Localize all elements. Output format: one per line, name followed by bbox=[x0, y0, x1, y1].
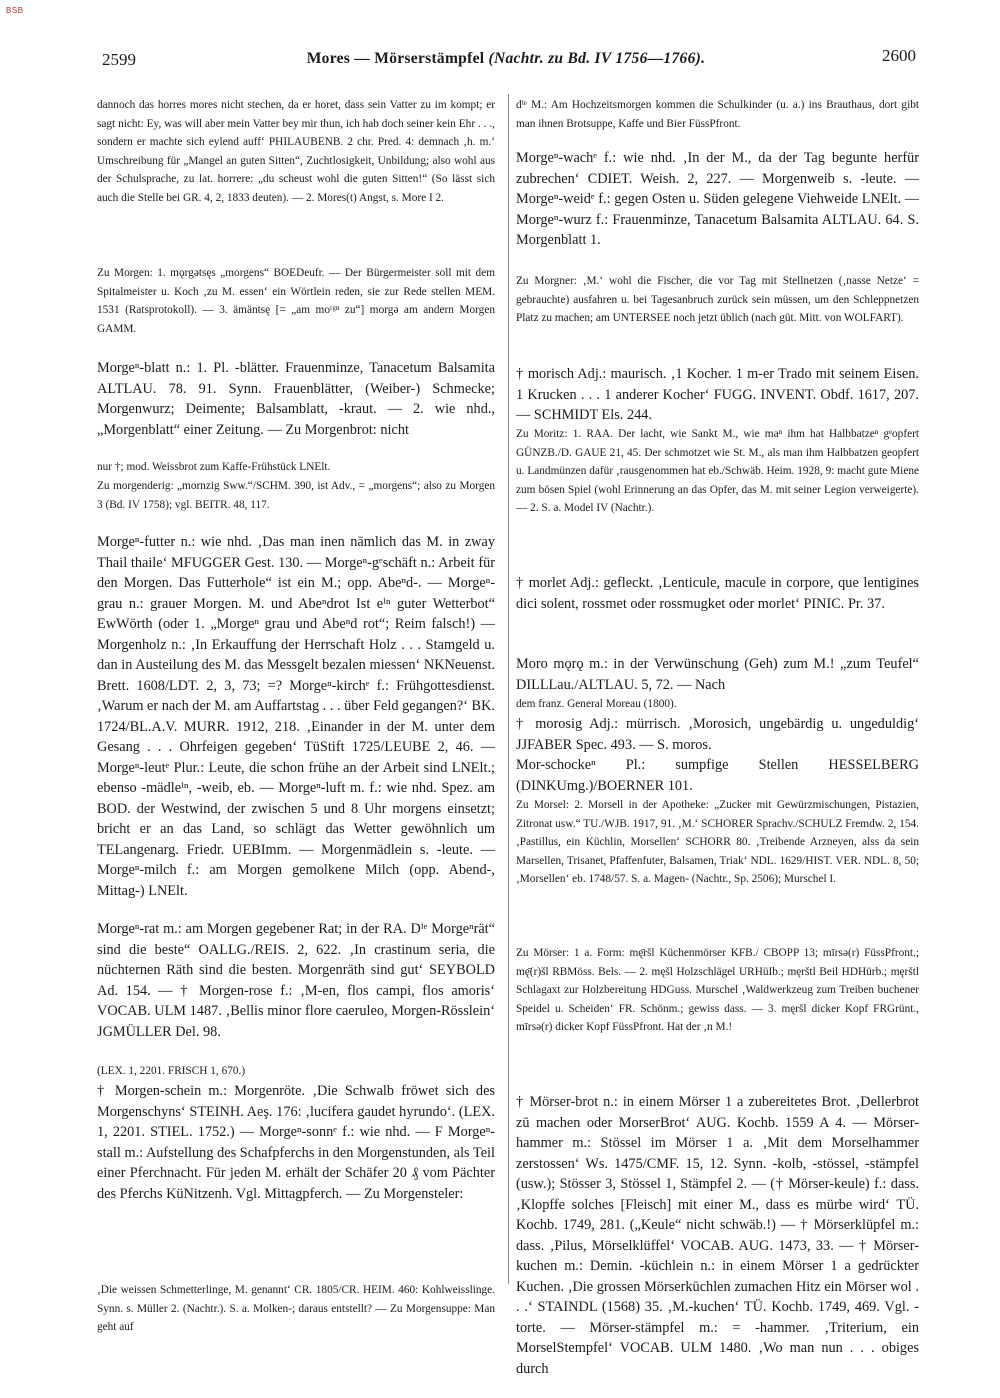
dictionary-paragraph: dem franz. General Moreau (1800). bbox=[516, 698, 677, 710]
dictionary-paragraph: Zu Morgen: 1. mǫrgətsęs „morgens“ BOEDeufr. — Der Bürgermeister soll mit dem Spitalmeister u. Koch ‚zu M. essen‘ ein Wörtlein reden, sie zur Rede stellen MEM. 1531 (Ratsprotokoll). — 3. ämäntsę [= „am moʳᵍⁿ zu“] morgə am andern Morgen GAMM. bbox=[97, 267, 495, 335]
dictionary-paragraph: † morosig Adj.: mürrisch. ‚Morosich, ungebärdig u. ungeduldig‘ JJFABER Spec. 493. — S. moros. bbox=[516, 716, 919, 753]
dictionary-paragraph: Morgeⁿ-futter n.: wie nhd. ‚Das man inen nāmlich das M. in zway Thail thaile‘ MFUGGER Gest. 130. — Morgeⁿ-gᵉschäft n.: Arbeit für den Morgen. Das Futterhole“ ist ein M.; opp. Abeⁿd-. — Morgeⁿ-grau n.: grauer Morgen. M. und Abeⁿdrot Ist eⁱⁿ guter Wetterbot“ EwWörth (oder 1. „Morgeⁿ grau und Abeⁿd rot“; Reim falsch!) — Morgenholz n.: ‚In Erkauffung der Herrschaft Holz . . . Stamgeld u. dan in Austeilung des M. das Messgelt bezalen miessen‘ NKNeuenst. Brett. 1608/LDT. 2, 3, 73; =? Morgeⁿ-kirchᵉ f.: Frühgottesdienst. ‚Warum er nach der M. am Auffartstag . . . über Feld gegangen?‘ BK. 1724/BL.A.V. MURR. 1912, 218. ‚Einander in der M. unter dem Gesang . . . Ohrfeigen gegeben‘ TüStift 1725/LEUBE 2, 46. — Morgeⁿ-leutᵉ Plur.: Leute, die schon frühe an der Arbeit sind LNElt.; ebenso -mädleⁱⁿ, -weib, eb. — Morgeⁿ-luft m. f.: wie nhd. Spez. am BOD. der Westwind, der zwischen 5 und 8 Uhr morgens einsetzt; bricht er an das Land, so schlägt das Wetter gewöhnlich um TELangenarg. Friedr. UEBImm. — Morgenmädlein s. -leute. — Morgeⁿ-milch f.: am Morgen gemolkene Milch (opp. Abend-, Mittag-) LNElt. bbox=[97, 534, 495, 899]
column-number-left: 2599 bbox=[102, 50, 136, 69]
right-column bbox=[516, 96, 919, 1398]
dictionary-paragraph: Morgeⁿ-rat m.: am Morgen gegebener Rat; in der RA. Dⁱᵉ Morgeⁿrät“ sind die beste“ OALLG./REIS. 2, 622. ‚In crastinum seria, die nüchternen Räth sind die besten. Morgenräth sind gut‘ SEYBOLD Ad. 154. — † Morgen-rose f.: ‚M-en, flos campi, flos amoris‘ VOCAB. ULM 1487. ‚Bellis minor flore caeruleo, Morgen-Rösslein‘ JGMÜLLER Del. 98. bbox=[97, 921, 495, 1040]
dictionary-paragraph: ‚Die weissen Schmetterlinge, M. genannt‘ CR. 1805/CR. HEIM. 460: Kohlweisslinge. Synn. s. Müller 2. (Nachtr.). S. a. Molken-; daraus entstellt? — Zu Morgensuppe: Man geht auf bbox=[97, 1284, 495, 1334]
dictionary-paragraph: Zu Morgner: ‚M.‘ wohl die Fischer, die vor Tag mit Stellnetzen (‚nasse Netze‘ = gebrauchte) ausfahren u. bei Tagesanbruch zurück sein müssen, um den Schleppnetzen Platz zu machen; am UNTERSEE noch jetzt üblich (nach güt. Mitt. von WOLFART). bbox=[516, 275, 919, 325]
dictionary-paragraph: dannoch das horres mores nicht stechen, da er horet, dass sein Vatter zu im kompt; er sagt nicht: Ey, was will aber mein Vatter bey mir thun, ich hab doch seiner kein Ehr . . ., sondern er machte sich eylend auff‘ PHILAUBENB. 2 chr. Pred. 4: demnach ‚h. m.‘ Umschreibung für „Mangel an guten Sitten“, Zuchtlosigkeit, Unbildung; also wohl aus der Schulsprache, zu lat. horrere: „du scheust wohl die guten Sitten!“ (So lässt sich auch die Stelle bei GR. 4, 2, 1833 deuten). — 2. Mores(t) Angst, s. More I 2. bbox=[97, 99, 495, 204]
dictionary-paragraph: † Mörser-brot n.: in einem Mörser 1 a zubereitetes Brot. ‚Dellerbrot zū machen oder MorserBrot‘ AUG. Kochb. 1559 A 4. — Mörser-hammer m.: Stössel im Mörser 1 a. ‚Mit dem Morselhammer zerstossen‘ Ws. 1475/CMF. 15, 12. Synn. -kolb, -stössel, -stämpfel (usw.); Stösser 3, Stössel 1, Stämpfel 2. — († Mörser-keule) f.: dass. ‚Klopffe solches [Fleisch] mit einer M., dass es mürbe wird‘ TÜ. Kochb. 1749, 281. („Keule“ nicht schwäb.!) — † Mörserklüpfel m.: dass. ‚Pilus, Mörselklüffel‘ VOCAB. AUG. 1473, 33. — † Mörser-kuchen m.: Demin. -küchlein n.: in einem Mörser 1 a gedrückter Kuchen. ‚Die grossen Mörserkūchlen zumachen Hitz ein Mörser wol . . .‘ STAINDL (1568) 35. ‚M.-kuchen‘ TÜ. Kochb. 1749, 469. Vgl. -torte. — Mörser-stämpfel m.: = -hammer. ‚Triterium, ein MorselStempfel‘ VOCAB. ULM 1480. ‚Wo man nun . . . obiges durch bbox=[516, 1094, 919, 1377]
dictionary-paragraph: dⁱᵉ M.: Am Hochzeitsmorgen kommen die Schulkinder (u. a.) ins Brauthaus, dort gibt man ihnen Brotsuppe, Kaffe und Bier FüssPfront. bbox=[516, 99, 919, 130]
dictionary-paragraph: † morlet Adj.: gefleckt. ‚Lenticule, macule in corpore, que lentigines dici solent, rossmet oder rossmugket oder morlet‘ PINIC. Pr. 37. bbox=[516, 575, 919, 612]
running-head-volume-note: (Nachtr. zu Bd. IV 1756—1766). bbox=[488, 50, 706, 67]
page-header bbox=[96, 46, 918, 76]
dictionary-paragraph: Zu Moritz: 1. RAA. Der lacht, wie Sankt M., wie maⁿ ihm hat Halbbatzeⁿ gᵉopfert GÜNZB./D. GAUE 21, 45. Der schmotzet wie St. M., als man ihm Halbbatzen geopfert u. Landmünzen dafür ‚rausgenommen hat eb./Schwäb. Heim. 1928, 9: macht gute Miene zum bösen Spiel (wohl Erinnerung an das Opfer, das M. mit seiner Legion verweigerte). — 2. S. a. Model IV (Nachtr.). bbox=[516, 428, 919, 515]
dictionary-paragraph: Morgeⁿ-blatt n.: 1. Pl. -blätter. Frauenminze, Tanacetum Balsamita ALTLAU. 78. 91. Synn. Frauenblätter, (Weiber-) Schmecke; Morgenwurz; Deimente; Balsamblatt, -kraut. — 2. wie nhd., „Morgenblatt“ einer Zeitung. — Zu Morgenbrot: nicht bbox=[97, 360, 495, 438]
dictionary-paragraph: nur †; mod. Weissbrot zum Kaffe-Frühstück LNElt. bbox=[97, 461, 331, 473]
library-stamp: BSB bbox=[6, 6, 24, 15]
dictionary-paragraph: Morgeⁿ-wachᵉ f.: wie nhd. ‚In der M., da der Tag begunte herfür zubrechen‘ CDIET. Weish. 2, 227. — Morgenweib s. -leute. — Morgeⁿ-weidᵉ f.: gegen Osten u. Süden gelegene Viehweide LNElt. — Morgeⁿ-wurz f.: Frauenminze, Tanacetum Balsamita ALTLAU. 64. S. Morgenblatt 1. bbox=[516, 150, 919, 248]
dictionary-paragraph: † morisch Adj.: maurisch. ‚1 Kocher. 1 m-er Trado mit seinem Eisen. 1 Krucken . . . 1 anderer Kocher‘ FUGG. INVENT. Obdf. 1617, 207. — SCHMIDT Els. 244. bbox=[516, 366, 919, 423]
dictionary-paragraph: † Morgen-schein m.: Morgenröte. ‚Die Schwalb fröwet sich des Morgenschyns‘ STEINH. Aeş. 176: ‚lucifera gaudet hyrundo‘. (LEX. 1, 2201. STIEL. 1752.) — Morgeⁿ-sonnᵉ f.: wie nhd. — F Morgeⁿ-stall m.: Aufstellung des Schafpferchs in den Morgenstunden, als Teil einer Pferchnacht. Für jeden M. erhält der Schäfer 20 ₰ vom Pächter des Pferchs KüNitzenh. Vgl. Mittagpferch. — Zu Morgensteler: bbox=[97, 1083, 495, 1202]
dictionary-paragraph: (LEX. 1, 2201. FRISCH 1, 670.) bbox=[97, 1065, 246, 1077]
running-head bbox=[246, 50, 766, 68]
dictionary-paragraph: Zu Morsel: 2. Morsell in der Apotheke: „Zucker mit Gewürzmischungen, Pistazien, Zitronat usw.“ TU./WJB. 1917, 91. ‚M.‘ SCHORER Sprachv./SCHULZ Fremdw. 2, 154. ‚Pastillus, ein Küchlin, Morsellen‘ SCHORR 80. ‚Treibende Arzneyen, alss da sein Marsellen, Trisanet, Pfaffenfuter, Balsamen, Triak‘ NDL. 1629/HIST. VER. NDL. 8, 50; ‚Morsellen‘ eb. 1748/57. S. a. Magen- (Nachtr., Sp. 2506); Murschel I. bbox=[516, 799, 919, 886]
column-divider bbox=[508, 94, 509, 1284]
dictionary-paragraph: Mor-schockeⁿ Pl.: sumpfige Stellen HESSELBERG (DINKUmg.)/BOERNER 101. bbox=[516, 757, 919, 794]
running-head-title: Mores — Mörserstämpfel bbox=[306, 50, 485, 67]
dictionary-paragraph: Zu Mörser: 1 a. Form: mę̄ršl Küchenmörser KFB./ CBOPP 13; mīrsə(r) FüssPfront.; mę̄(r)šl RBMöss. Bels. — 2. męšl Holzschlägel URHüIb.; męrštl Beil HDHürb.; męrštl Schlagaxt zur Holzbereitung HDGuss. Murschel ‚Waldwerkzeug zum Treiben buchener Speidel u. Scheiden‘ FR. Schönm.; gewiss dass. — 3. męršl dicker Kopf FRGrünt., mīrsə(r) dicker Kopf FüssPfront. Hat der ‚n M.! bbox=[516, 947, 919, 1034]
left-column bbox=[97, 96, 495, 1361]
column-number-right: 2600 bbox=[882, 46, 916, 65]
dictionary-paragraph: Moro mǫrǫ m.: in der Verwünschung (Geh) zum M.! „zum Teufel“ DILLLau./ALTLAU. 5, 72. — Nach bbox=[516, 656, 919, 693]
dictionary-paragraph: Zu morgenderig: „mornzig Sww.“/SCHM. 390, ist Adv., = „morgens“; also zu Morgen 3 (Bd. IV 1758); vgl. BEITR. 48, 117. bbox=[97, 480, 495, 511]
